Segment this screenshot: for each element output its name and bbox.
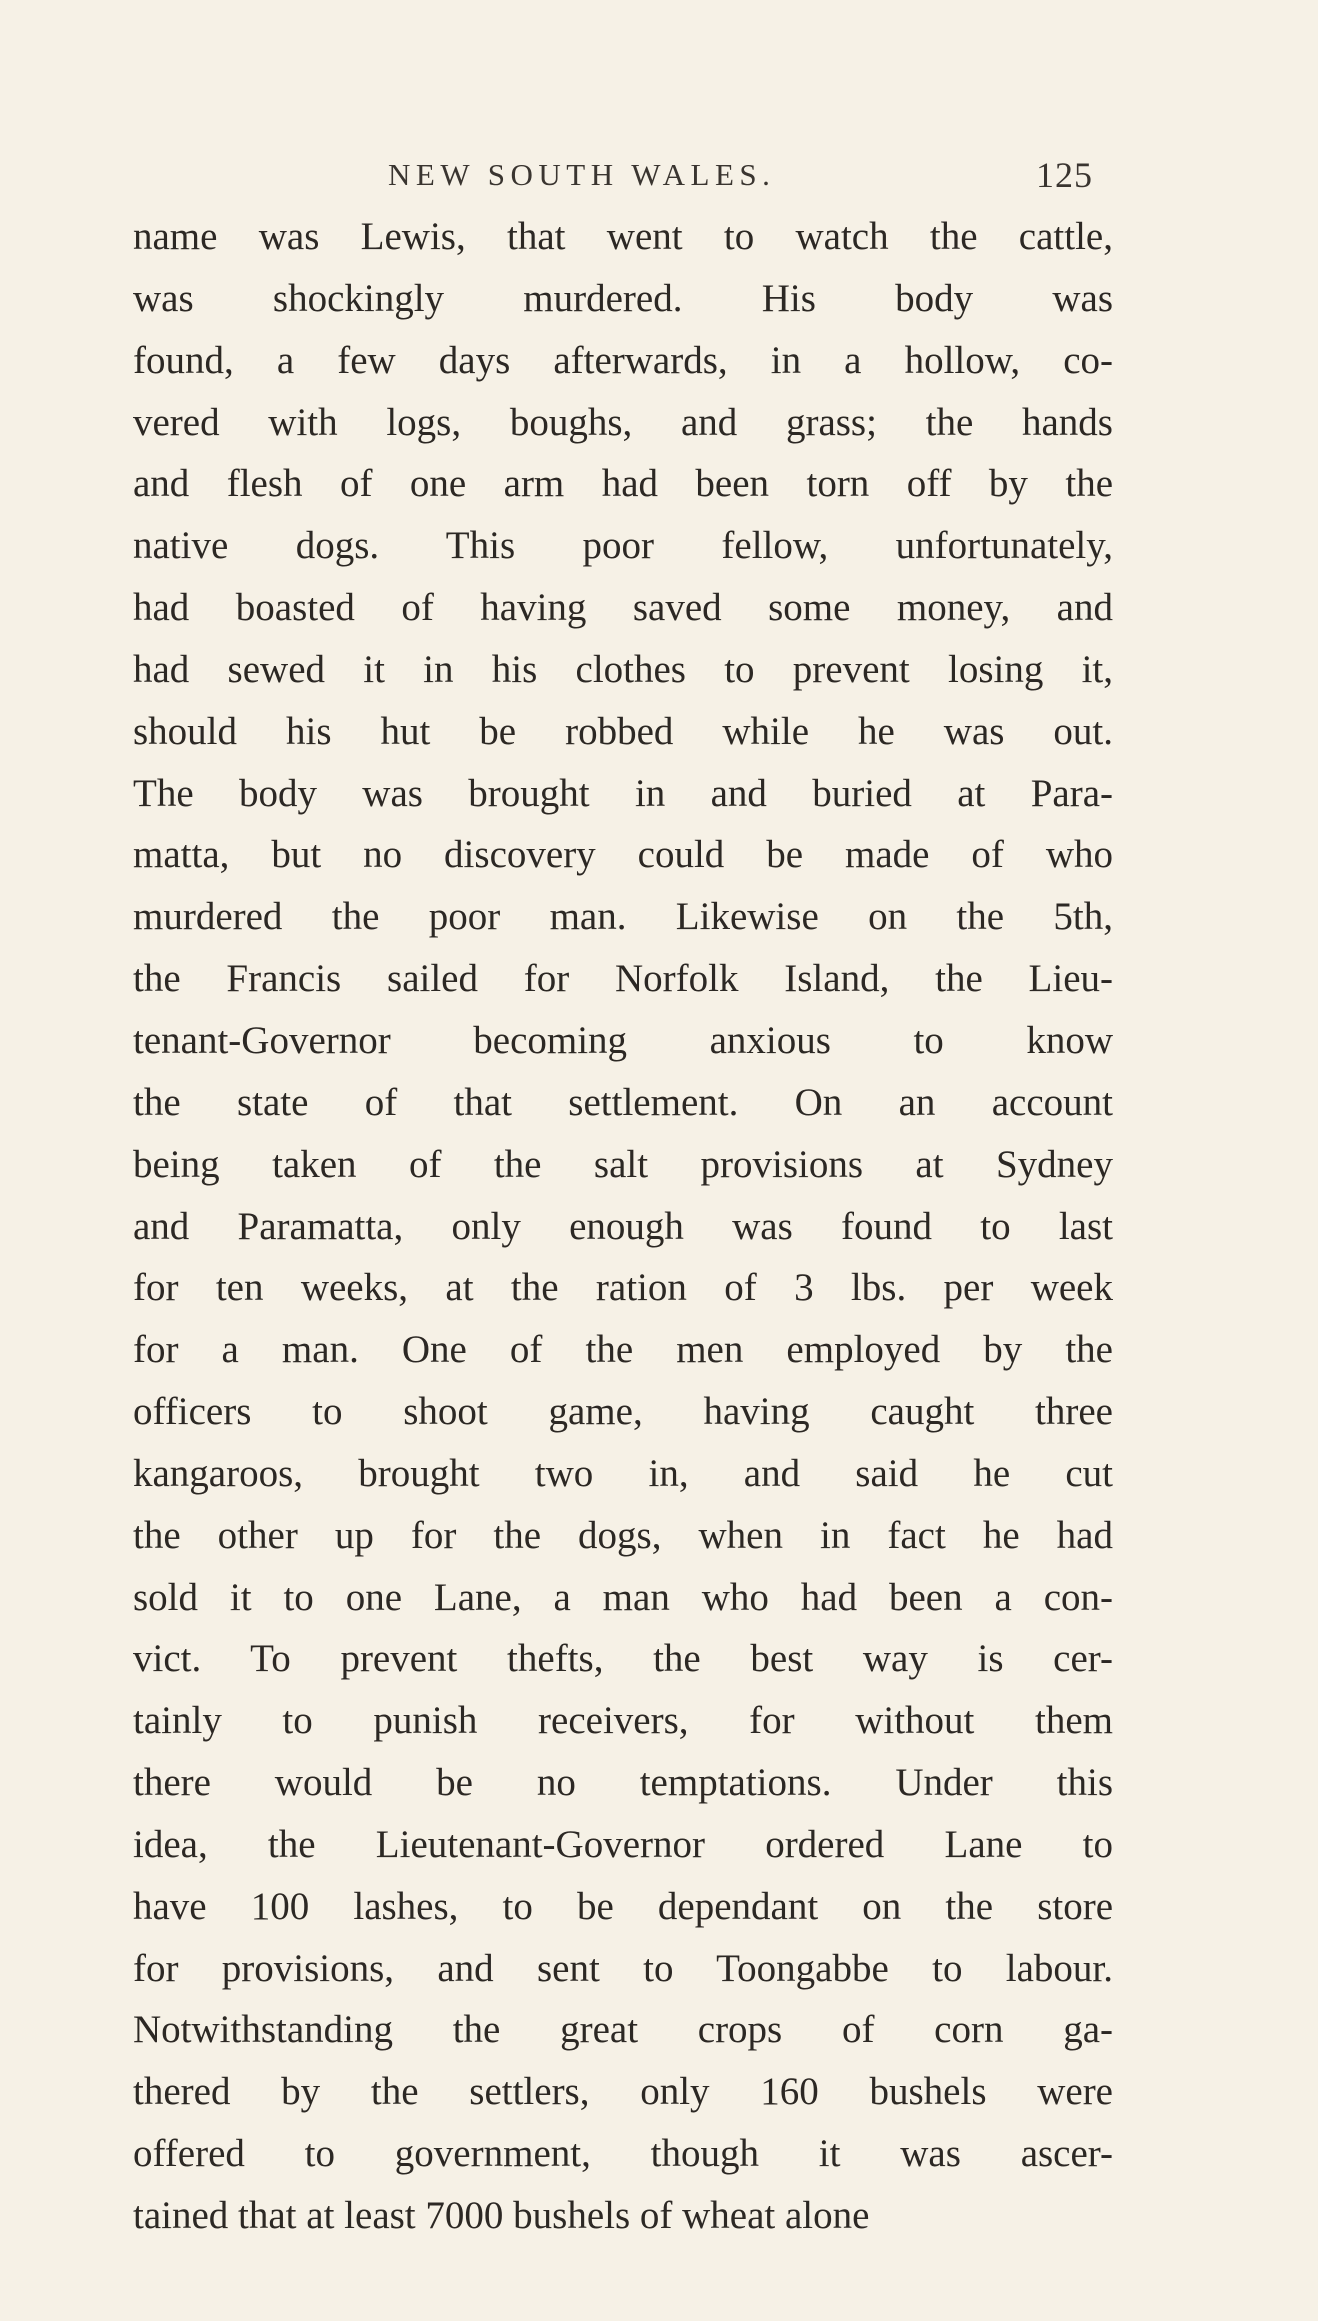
text-line: tenant-Governor becoming anxious to know	[133, 1018, 1113, 1062]
text-line: and Paramatta, only enough was found to last	[133, 1204, 1113, 1248]
running-title: NEW SOUTH WALES.	[388, 157, 776, 192]
text-line: kangaroos, brought two in, and said he cut	[133, 1451, 1113, 1495]
text-line: The body was brought in and buried at Para-	[133, 771, 1113, 815]
text-line: for provisions, and sent to Toongabbe to labour.	[133, 1946, 1113, 1990]
text-line: have 100 lashes, to be dependant on the store	[133, 1884, 1113, 1928]
text-line: native dogs. This poor fellow, unfortunately,	[133, 524, 1113, 568]
text-line: vered with logs, boughs, and grass; the hands	[133, 400, 1113, 444]
text-line: being taken of the salt provisions at Sydney	[133, 1142, 1113, 1186]
text-line: officers to shoot game, having caught three	[133, 1390, 1113, 1434]
text-line: the state of that settlement. On an account	[133, 1080, 1113, 1124]
text-line: there would be no temptations. Under this	[133, 1761, 1113, 1805]
text-line: murdered the poor man. Likewise on the 5th,	[133, 895, 1113, 939]
text-line: and flesh of one arm had been torn off by the	[133, 462, 1113, 506]
text-line: Notwithstanding the great crops of corn ga-	[133, 2008, 1113, 2052]
text-line: tainly to punish receivers, for without them	[133, 1699, 1113, 1743]
text-line: was shockingly murdered. His body was	[133, 276, 1113, 320]
text-line: found, a few days afterwards, in a hollow, co-	[133, 338, 1113, 382]
text-line: had sewed it in his clothes to prevent losing it,	[133, 647, 1113, 691]
text-line: the other up for the dogs, when in fact he had	[133, 1513, 1113, 1557]
text-line: name was Lewis, that went to watch the cattle,	[133, 215, 1113, 258]
text-line: offered to government, though it was ascer-	[133, 2132, 1113, 2176]
text-line: the Francis sailed for Norfolk Island, the Lieu-	[133, 957, 1113, 1001]
text-line: for a man. One of the men employed by the	[133, 1328, 1113, 1372]
running-head	[0, 150, 1318, 200]
page-number: 125	[1036, 155, 1093, 195]
text-line: thered by the settlers, only 160 bushels were	[133, 2070, 1113, 2114]
text-line: matta, but no discovery could be made of who	[133, 833, 1113, 877]
text-line: vict. To prevent thefts, the best way is cer-	[133, 1637, 1113, 1681]
text-line: should his hut be robbed while he was out.	[133, 709, 1113, 753]
text-line: for ten weeks, at the ration of 3 lbs. per week	[133, 1266, 1113, 1310]
body-text	[133, 206, 1113, 2247]
text-line: tained that at least 7000 bushels of wheat alone	[133, 2194, 870, 2237]
text-line: idea, the Lieutenant-Governor ordered Lane to	[133, 1822, 1113, 1866]
text-line: had boasted of having saved some money, and	[133, 586, 1113, 630]
text-line: sold it to one Lane, a man who had been a con-	[133, 1575, 1113, 1619]
